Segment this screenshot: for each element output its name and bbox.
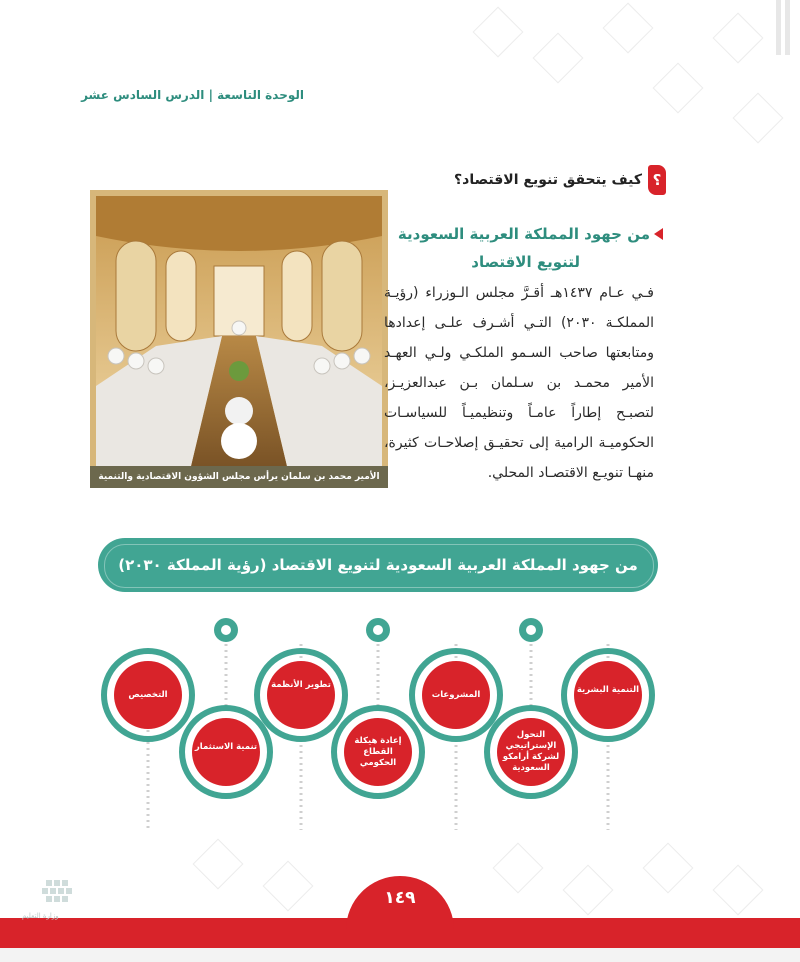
ministry-name: وزارة التعليم [22, 912, 59, 920]
decorative-diamond [493, 843, 544, 894]
decorative-diamond [653, 63, 704, 114]
decorative-diamond [193, 839, 244, 890]
section-title-line1: من جهود المملكة العربية السعودية [397, 225, 650, 243]
question-badge-icon: ؟ [648, 165, 666, 195]
council-photo [90, 190, 388, 488]
decorative-diamond [603, 3, 654, 54]
body-paragraph: فـي عـام ١٤٣٧هـ أقـرَّ مجلس الـوزراء (رؤيـة المملكـة ٢٠٣٠) التـي أشـرف علـى إعدادها ومتابعتها صاحب السـمو الملكـي ولـي العهـد الأمير محمـد بن سـلمان بـن عبدالعزيـز، لتصبـح إطاراً عامـاً وتنظيميـاً للسياسـات الحكوميـة الرامية إلى تحقيـق إصلاحـات كثيرة، منهـا تنويـع الاقتصـاد المحلي. [384, 285, 654, 481]
initiatives-diagram [80, 600, 680, 840]
section-arrow-icon [654, 228, 663, 240]
node-label-aramco-transformation: التحول الإستراتيجي لشركة أرامكو السعودية [502, 730, 560, 773]
node-label-government-restructuring: إعادة هيكلة القطاع الحكومي [354, 736, 402, 768]
node-label-privatization: التخصيص [128, 690, 168, 700]
decorative-diamond [563, 865, 614, 916]
section-title-line2: لتنويع الاقتصاد [471, 253, 580, 271]
decorative-diamond [643, 843, 694, 894]
decorative-diamond [473, 7, 524, 58]
photo-caption: الأمير محمد بن سلمان يرأس مجلس الشؤون الاقتصادية والتنمية [90, 466, 388, 488]
meeting-room-illustration [96, 196, 382, 466]
page-number: ١٤٩ [384, 888, 416, 908]
node-label-human-development: التنمية البشرية [576, 685, 640, 695]
decorative-diamond [713, 13, 764, 64]
node-circle [267, 661, 335, 729]
decorative-diamond [733, 93, 784, 144]
decorative-diamond [533, 33, 584, 84]
section-title [390, 220, 650, 276]
footer-bottom-strip [0, 948, 800, 962]
decorative-diamond [263, 861, 314, 912]
initiatives-banner: من جهود المملكة العربية السعودية لتنويع الاقتصاد (رؤية المملكة ٢٠٣٠) [98, 538, 658, 592]
node-label-investment-development: تنمية الاستثمار [194, 742, 258, 752]
unit-lesson-header: الوحدة التاسعة | الدرس السادس عشر [81, 88, 304, 102]
decorative-diamond [713, 865, 764, 916]
question-title: كيف يتحقق تنويع الاقتصاد؟ [454, 172, 642, 188]
node-label-regulations-development: تطوير الأنظمة [271, 680, 331, 690]
node-label-projects: المشروعات [431, 690, 481, 700]
corner-stripes [770, 0, 800, 60]
